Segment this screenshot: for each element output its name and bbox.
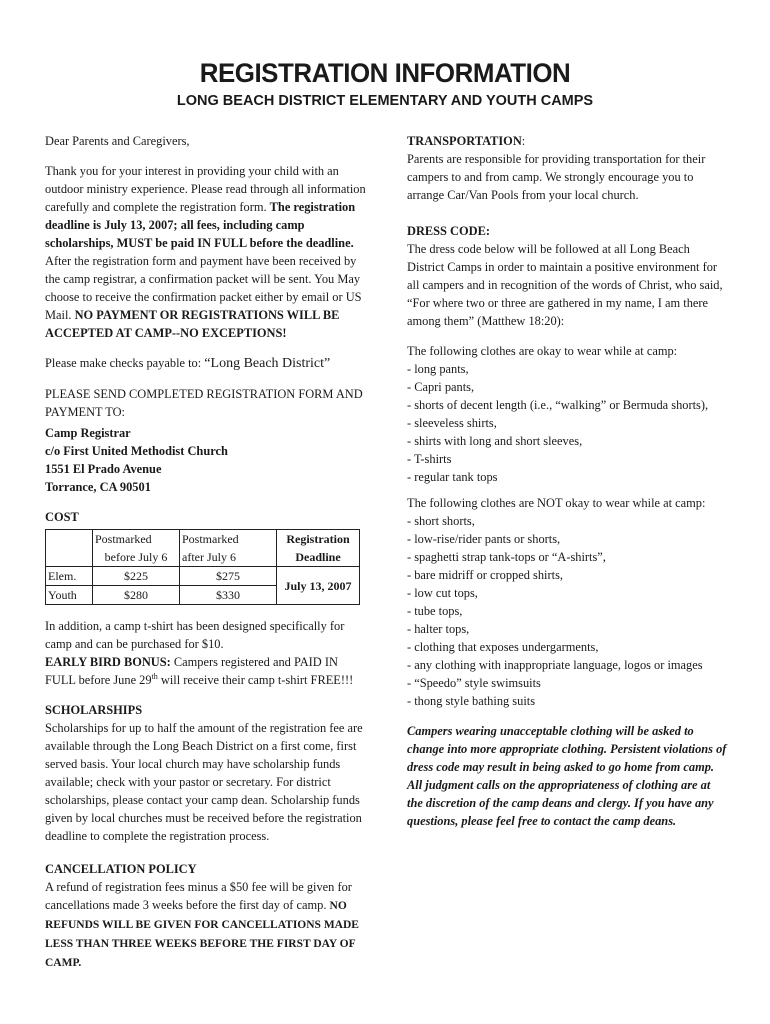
list-item: - thong style bathing suits [407, 694, 536, 708]
page-subtitle: LONG BEACH DISTRICT ELEMENTARY AND YOUTH CAMPS [176, 93, 594, 109]
list-item: - T-shirts [407, 452, 452, 466]
address-line: Camp Registrar [45, 426, 131, 440]
transport-text: Parents are responsible for providing transportation for their campers to and from camp. We strongly encourage you to arrange Car/Van Pools from your local church. [407, 152, 706, 202]
cancellation-bold: NO REFUNDS WILL BE GIVEN FOR CANCELLATIONS MADE LESS THAN THREE WEEKS BEFORE THE FIRST DAY OF CAMP. [45, 900, 359, 969]
list-item: - short shorts, [407, 514, 475, 528]
scholarships-text: Scholarships for up to half the amount of the registration fee are available through the Long Beach District on a first come, first served basis. Your local church may have scholarship funds available; check with your pastor or secretary. For district scholarships, please contact your camp dean. Scholarship funds given by local churches must be received before the registration deadline to complete the registration process. [45, 721, 363, 843]
early-bird: EARLY BIRD BONUS: Campers registered and PAID IN FULL before June 29th will receive their camp t-shirt FREE!!! [45, 655, 354, 687]
list-item: - shorts of decent length (i.e., “walking” or Bermuda shorts), [407, 398, 709, 412]
intro-no-payment-bold: NO PAYMENT OR REGISTRATIONS WILL BE ACCEPTED AT CAMP--NO EXCEPTIONS! [45, 308, 340, 340]
transport-heading-line: TRANSPORTATION: [407, 134, 526, 148]
greeting: Dear Parents and Caregivers, [45, 134, 190, 148]
left-column [45, 132, 367, 972]
cancellation-paragraph: A refund of registration fees minus a $50 fee will be given for cancellations made 3 weeks before the first day of camp. NO REFUNDS WILL BE GIVEN FOR CANCELLATIONS MADE LESS THAN THREE WEEKS BEFORE THE FIRST DAY OF CAMP. [45, 880, 359, 969]
table-row: Elem. $225 $275 July 13, 2007 [46, 567, 360, 586]
list-item: - sleeveless shirts, [407, 416, 497, 430]
send-label: PLEASE SEND COMPLETED REGISTRATION FORM AND PAYMENT TO: [45, 387, 363, 419]
list-item: - bare midriff or cropped shirts, [407, 568, 563, 582]
tshirt-text: In addition, a camp t-shirt has been designed specifically for camp and can be purchased for $10. [45, 619, 345, 651]
checks-line [45, 354, 367, 373]
early-bird-label: EARLY BIRD BONUS: [45, 655, 171, 669]
intro-text-2: After the registration form and payment have been received by the camp registrar, a confirmation packet will be sent. You May choose to receive the confirmation packet either by email or US Mail. [45, 254, 362, 322]
transport-heading: TRANSPORTATION [407, 134, 522, 148]
list-item: - long pants, [407, 362, 469, 376]
right-column [407, 132, 729, 830]
list-item: - shirts with long and short sleeves, [407, 434, 583, 448]
list-item: - halter tops, [407, 622, 470, 636]
ok-heading: The following clothes are okay to wear while at camp: [407, 344, 678, 358]
page-title: REGISTRATION INFORMATION [199, 58, 571, 88]
dress-heading: DRESS CODE: [407, 224, 490, 238]
list-item: - Capri pants, [407, 380, 475, 394]
checks-payee: “Long Beach District” [204, 356, 331, 371]
intro-deadline-bold: The registration deadline is July 13, 2007; all fees, including camp scholarships, MUST be paid IN FULL before the deadline. [45, 200, 356, 250]
intro-paragraph [45, 162, 367, 342]
table-header-cell: Postmarked after July 6 [180, 530, 277, 567]
notok-list [407, 512, 729, 710]
checks-label: Please make checks payable to: [45, 356, 205, 370]
list-item: - tube tops, [407, 604, 463, 618]
list-item: - any clothing with inappropriate language, logos or images [407, 658, 703, 672]
table-header-cell: Postmarked before July 6 [93, 530, 180, 567]
scholarships-heading: SCHOLARSHIPS [45, 703, 143, 717]
address-line: c/o First United Methodist Church [45, 444, 228, 458]
list-item: - low cut tops, [407, 586, 478, 600]
cost-heading: COST [45, 510, 79, 524]
address-line: Torrance, CA 90501 [45, 480, 151, 494]
address-line: 1551 El Prado Avenue [45, 462, 162, 476]
list-item: - low-rise/rider pants or shorts, [407, 532, 561, 546]
ok-list [407, 360, 729, 486]
cancellation-heading: CANCELLATION POLICY [45, 862, 197, 876]
table-header-cell: Registration Deadline [277, 530, 360, 567]
dress-text: The dress code below will be followed at all Long Beach District Camps in order to maintain a positive environment for all campers and in recognition of the words of Christ, who said, “For where two or three are gathered in my name, I am there among them” (Matthew 18:20): [407, 242, 723, 328]
clothing-warning: Campers wearing unacceptable clothing will be asked to change into more appropriate clothing. Persistent violations of dress code may result in being asked to go home from camp. All judgment calls on the appropriateness of clothing are at the discretion of the camp deans and clergy. If you have any questions, please feel free to contact the camp deans. [407, 724, 727, 828]
list-item: - clothing that exposes undergarments, [407, 640, 599, 654]
list-item: - spaghetti strap tank-tops or “A-shirts”, [407, 550, 606, 564]
table-row: Youth $280 $330 [46, 586, 360, 605]
intro-text-1: Thank you for your interest in providing your child with an outdoor ministry experience. Please read through all information carefully and complete the registration form. [45, 164, 366, 214]
cost-table [45, 529, 360, 605]
notok-heading: The following clothes are NOT okay to wear while at camp: [407, 496, 706, 510]
list-item: - regular tank tops [407, 470, 498, 484]
list-item: - “Speedo” style swimsuits [407, 676, 541, 690]
deadline-cell: July 13, 2007 [277, 567, 360, 605]
address-block [45, 424, 367, 496]
